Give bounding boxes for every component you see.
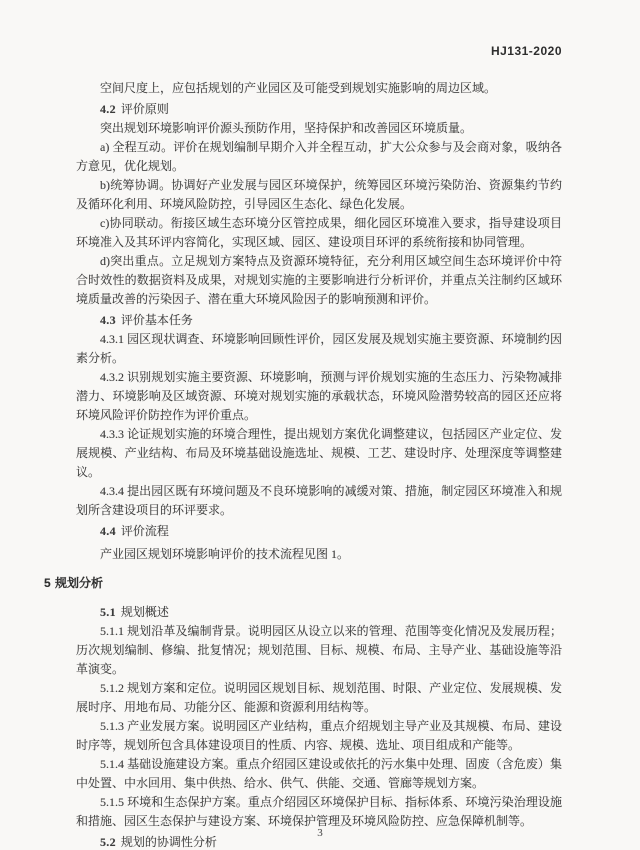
page-number: 3: [317, 827, 323, 839]
paragraph-5-1-2: 5.1.2 规划方案和定位。说明园区规划目标、规划范围、时限、产业定位、发展规模、发展时序、用地布局、功能分区、能源和资源利用结构等。: [76, 681, 562, 714]
heading-5: [44, 574, 562, 593]
heading-5-1-title: 规划概述: [120, 605, 169, 619]
heading-4-3-title: 评价基本任务: [120, 313, 193, 327]
heading-4-2: [76, 100, 562, 119]
paragraph-item-b: b)统筹协调。协调好产业发展与园区环境保护，统筹园区环境污染防治、资源集约节约及循环化利用、环境风险防控，引导园区生态化、绿色化发展。: [76, 178, 562, 211]
heading-5-1: [76, 603, 562, 622]
paragraph-4-3-1: 4.3.1 园区现状调查、环境影响回顾性评价，园区发展及规划实施主要资源、环境制约因素分析。: [76, 332, 562, 365]
heading-4-4-number: 4.4: [100, 524, 116, 538]
heading-5-title: 规划分析: [54, 576, 103, 590]
heading-5-number: 5: [44, 576, 51, 590]
paragraph-4-3-2: 4.3.2 识别规划实施主要资源、环境影响，预测与评价规划实施的生态压力、污染物减排潜力、环境影响及区域资源、环境对规划实施的承载状态，环境风险潜势较高的园区还应将环境风险评价防控作为评价重点。: [76, 370, 562, 422]
paragraph-5-1-4: 5.1.4 基础设施建设方案。重点介绍园区建设或依托的污水集中处理、固废（含危废）集中处置、中水回用、集中供热、给水、供气、供能、交通、管廊等规划方案。: [76, 757, 562, 790]
paragraph-item-d: d)突出重点。立足规划方案特点及资源环境特征，充分利用区域空间生态环境评价中符合时效性的数据资料及成果，对规划实施的主要影响进行分析评价，并重点关注制约区域环境质量改善的污染因子、潜在重大环境风险因子的影响预测和评价。: [76, 254, 562, 306]
heading-5-2-number: 5.2: [100, 835, 116, 849]
heading-4-3-number: 4.3: [100, 313, 116, 327]
paragraph-4-3-4: 4.3.4 提出园区既有环境问题及不良环境影响的减缓对策、措施，制定园区环境准入和规划所含建设项目的环评要求。: [76, 484, 562, 517]
heading-5-2-title: 规划的协调性分析: [120, 835, 217, 849]
paragraph-item-a: a) 全程互动。评价在规划编制早期介入并全程互动，扩大公众参与及会商对象，吸纳各方意见，优化规划。: [76, 140, 562, 173]
heading-4-2-number: 4.2: [100, 102, 116, 116]
paragraph-item-c: c)协同联动。衔接区域生态环境分区管控成果，细化园区环境准入要求，指导建设项目环境准入及其环评内容简化，实现区域、园区、建设项目环评的系统衔接和协同管理。: [76, 216, 562, 249]
paragraph-5-1-3: 5.1.3 产业发展方案。说明园区产业结构，重点介绍规划主导产业及其规模、布局、建设时序等，规划所包含具体建设项目的性质、内容、规模、选址、项目组成和产能等。: [76, 719, 562, 752]
heading-4-4-title: 评价流程: [120, 524, 169, 538]
paragraph-flow: 产业园区规划环境影响评价的技术流程见图 1。: [100, 547, 350, 561]
paragraph-5-1-1: 5.1.1 规划沿革及编制背景。说明园区从设立以来的管理、范围等变化情况及发展历程；历次规划编制、修编、批复情况；规划范围、目标、规模、布局、主导产业、基础设施等沿革演变。: [76, 624, 562, 676]
paragraph-5-1-5: 5.1.5 环境和生态保护方案。重点介绍园区环境保护目标、指标体系、环境污染治理设施和措施、园区生态保护与建设方案、环境保护管理及环境风险防控、应急保障机制等。: [76, 795, 562, 828]
heading-5-1-number: 5.1: [100, 605, 116, 619]
paragraph-4-3-3: 4.3.3 论证规划实施的环境合理性，提出规划方案优化调整建议，包括园区产业定位、发展规模、产业结构、布局及环境基础设施选址、规模、工艺、建设时序、处理深度等调整建议。: [76, 427, 562, 479]
paragraph-scope: 空间尺度上，应包括规划的产业园区及可能受到规划实施影响的周边区域。: [100, 81, 497, 95]
standard-code-header: HJ131-2020: [490, 44, 562, 58]
heading-4-4: [76, 522, 562, 541]
document-content: [44, 79, 562, 850]
heading-4-2-title: 评价原则: [120, 102, 169, 116]
heading-4-3: [76, 311, 562, 330]
paragraph-principle-intro: 突出规划环境影响评价源头预防作用，坚持保护和改善园区环境质量。: [100, 121, 473, 135]
